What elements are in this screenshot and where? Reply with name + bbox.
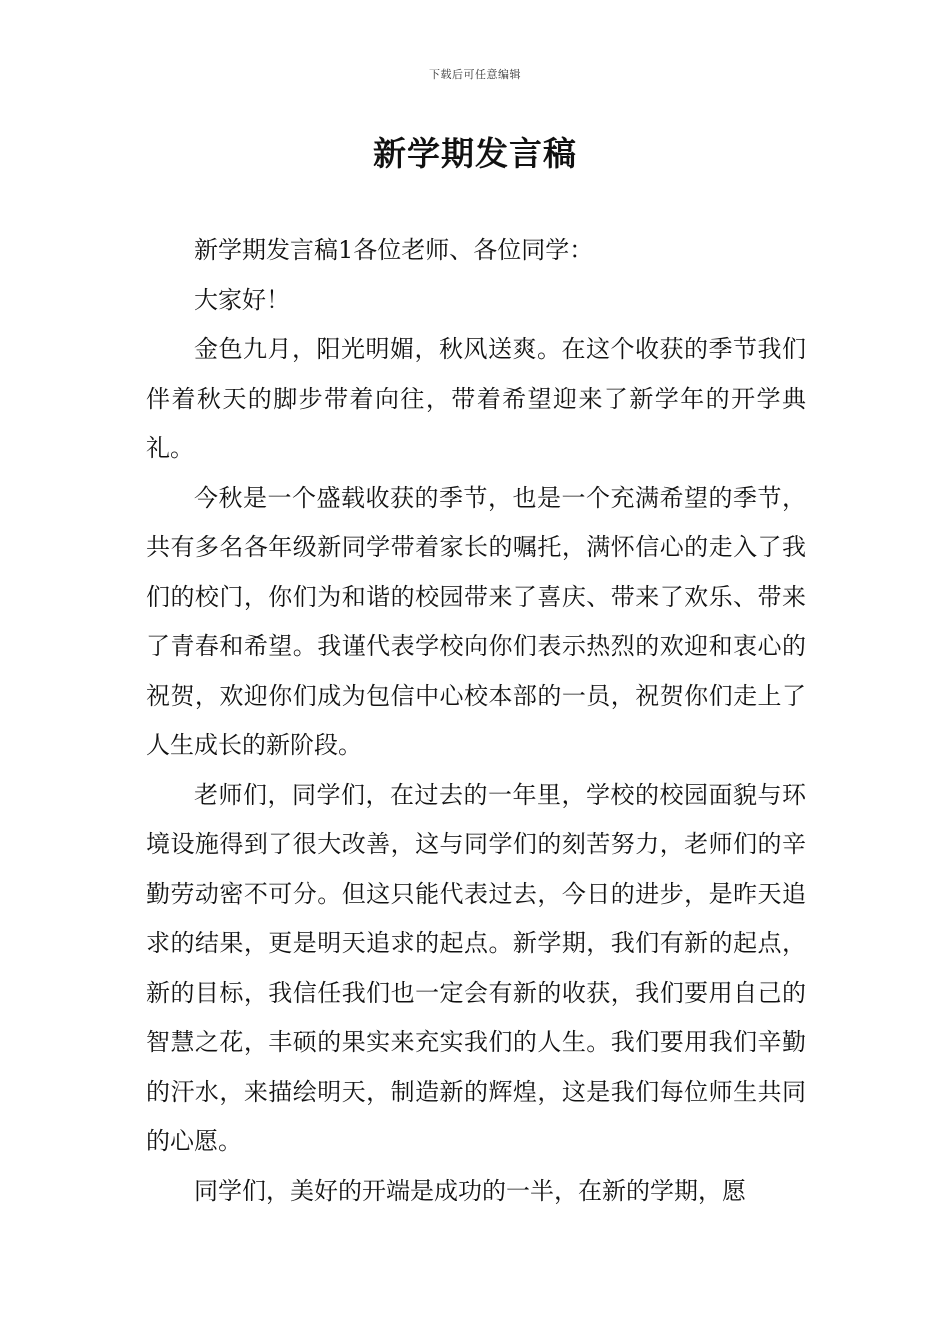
- paragraph-teachers-students: 老师们，同学们，在过去的一年里，学校的校园面貌与环境设施得到了很大改善，这与同学们的刻苦努力，老师们的辛勤劳动密不可分。但这只能代表过去，今日的进步，是昨天追求的结果，更是明天追求的起点。新学期，我们有新的起点，新的目标，我信任我们也一定会有新的收获，我们要用自己的智慧之花，丰硕的果实来充实我们的人生。我们要用我们辛勤的汗水，来描绘明天，制造新的辉煌，这是我们每位师生共同的心愿。: [146, 780, 806, 1155]
- paragraph-september: 金色九月，阳光明媚，秋风送爽。在这个收获的季节我们伴着秋天的脚步带着向往，带着希望迎来了新学年的开学典礼。: [146, 335, 806, 462]
- paragraph-good-start: 同学们，美好的开端是成功的一半，在新的学期，愿: [194, 1176, 746, 1205]
- paragraph-hello: 大家好！: [194, 285, 290, 314]
- header-note: 下载后可任意编辑: [429, 68, 521, 81]
- document-body: [146, 226, 806, 1216]
- paragraph-greeting-line: 新学期发言稿1各位老师、各位同学：: [194, 236, 594, 264]
- document-title: 新学期发言稿: [373, 134, 577, 173]
- paragraph-autumn: 今秋是一个盛载收获的季节，也是一个充满希望的季节，共有多名各年级新同学带着家长的嘱托，满怀信心的走入了我们的校门，你们为和谐的校园带来了喜庆、带来了欢乐、带来了青春和希望。我谨代表学校向你们表示热烈的欢迎和衷心的祝贺，欢迎你们成为包信中心校本部的一员，祝贺你们走上了人生成长的新阶段。: [146, 483, 806, 759]
